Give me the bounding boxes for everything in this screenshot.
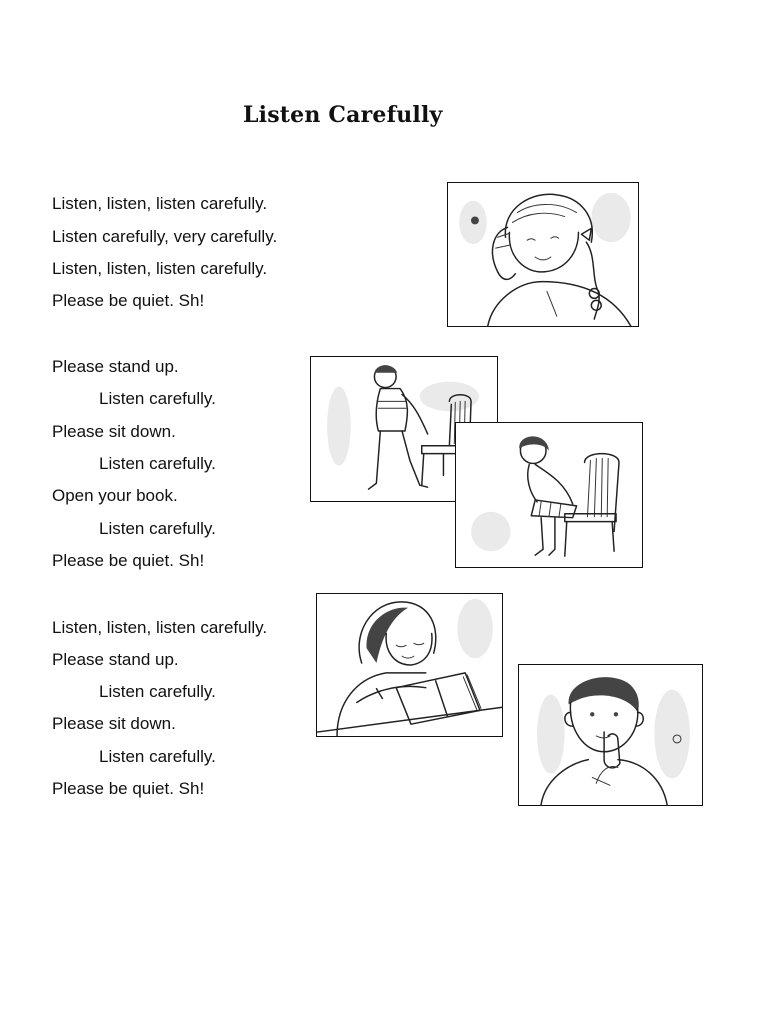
poem-line-indented: Listen carefully. — [99, 389, 216, 408]
poem-line: Open your book. — [52, 486, 178, 505]
poem-line: Please sit down. — [52, 422, 176, 441]
poem-line: Please stand up. — [52, 357, 179, 376]
girl-sitting-down-icon — [455, 422, 643, 568]
poem-line: Please sit down. — [52, 714, 176, 733]
poem-line: Please be quiet. Sh! — [52, 291, 205, 310]
poem-line: Please be quiet. Sh! — [52, 551, 205, 570]
poem-line: Listen, listen, listen carefully. — [52, 194, 268, 213]
poem-line-indented: Listen carefully. — [99, 682, 216, 701]
poem-line-indented: Listen carefully. — [99, 454, 216, 473]
poem-line: Listen, listen, listen carefully. — [52, 618, 268, 637]
poem-line: Please stand up. — [52, 650, 179, 669]
poem-line-indented: Listen carefully. — [99, 519, 216, 538]
poem-line-indented: Listen carefully. — [99, 747, 216, 766]
poem-line: Please be quiet. Sh! — [52, 779, 205, 798]
girl-opening-book-icon — [316, 593, 503, 737]
page-title: Listen Carefully — [243, 102, 443, 128]
girl-listening-icon — [447, 182, 639, 327]
poem-line: Listen carefully, very carefully. — [52, 227, 278, 246]
poem-line: Listen, listen, listen carefully. — [52, 259, 268, 278]
boy-saying-sh-icon — [518, 664, 703, 806]
